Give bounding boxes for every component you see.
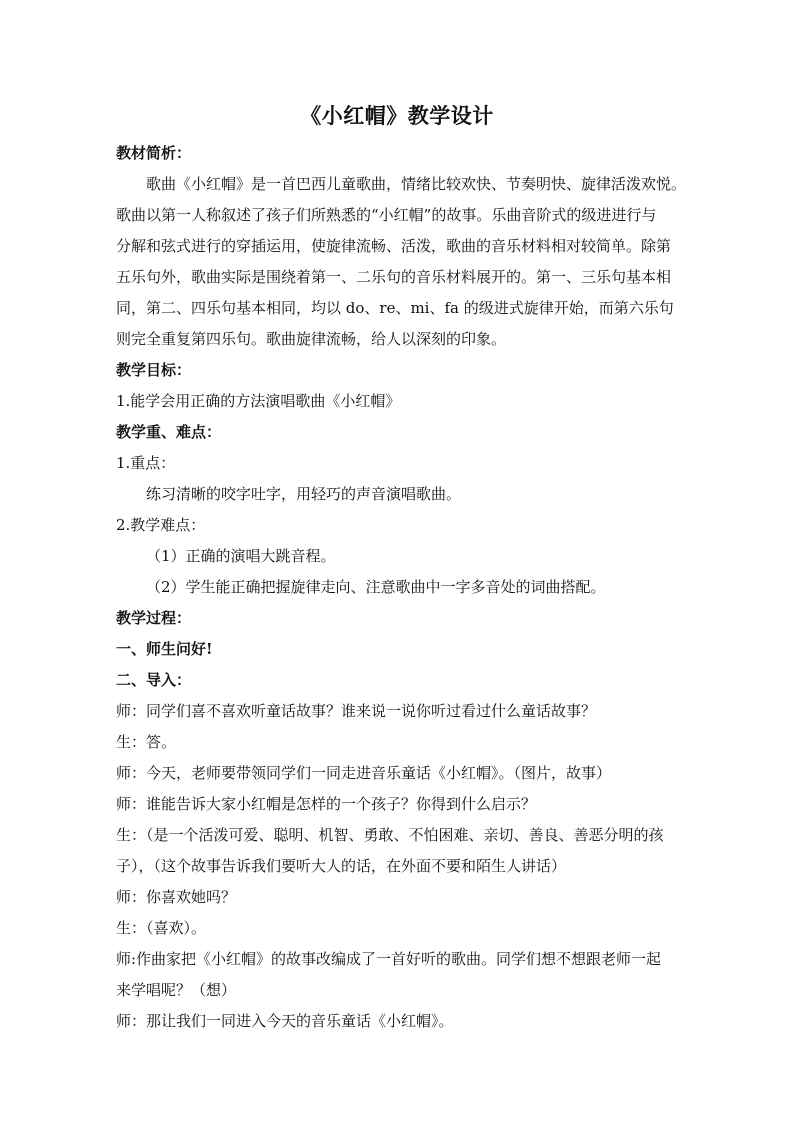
dialogue-line: 师：那让我们一同进入今天的音乐童话《小红帽》。 <box>116 1012 454 1030</box>
list-item: 2.教学难点： <box>116 516 206 534</box>
dialogue-line: 师:作曲家把《小红帽》的故事改编成了一首好听的歌曲。同学们想不想跟老师一起 <box>116 950 662 968</box>
dialogue-line: 师：同学们喜不喜欢听童话故事？谁来说一说你听过看过什么童话故事？ <box>116 702 597 720</box>
section-heading-key-difficult-points: 教学重、难点： <box>116 423 222 441</box>
dialogue-line: 生：（是一个活泼可爱、聪明、机智、勇敢、不怕困难、亲切、善良、善恶分明的孩 <box>116 826 664 844</box>
subsection-heading: 一、师生问好! <box>116 640 213 658</box>
section-heading-teaching-goals: 教学目标： <box>116 361 192 379</box>
subsection-heading: 二、导入： <box>116 671 192 689</box>
paragraph-line: 练习清晰的咬字吐字，用轻巧的声音演唱歌曲。 <box>146 485 462 503</box>
paragraph-line: 则完全重复第四乐句。歌曲旋律流畅，给人以深刻的印象。 <box>116 330 507 348</box>
document-title: 《小红帽》教学设计 <box>300 103 494 128</box>
list-item: 1.能学会用正确的方法演唱歌曲《小红帽》 <box>116 392 401 410</box>
dialogue-line: 师：你喜欢她吗？ <box>116 888 237 906</box>
dialogue-line: 来学唱呢？（想） <box>116 981 237 999</box>
paragraph-line: 歌曲以第一人称叙述了孩子们所熟悉的“小红帽”的故事。乐曲音阶式的级进进行与 <box>116 206 657 224</box>
dialogue-line: 师：谁能告诉大家小红帽是怎样的一个孩子？你得到什么启示？ <box>116 795 537 813</box>
paragraph-line: 分解和弦式进行的穿插运用，使旋律流畅、活泼，歌曲的音乐材料相对较简单。除第 <box>116 237 672 255</box>
paragraph-line: 歌曲《小红帽》是一首巴西儿童歌曲，情绪比较欢快、节奏明快、旋律活泼欢悦。 <box>146 175 687 193</box>
section-heading-teaching-process: 教学过程： <box>116 609 192 627</box>
dialogue-line: 生：（喜欢）。 <box>116 919 207 937</box>
paragraph-line: 五乐句外，歌曲实际是围绕着第一、二乐句的音乐材料展开的。第一、三乐句基本相 <box>116 268 672 286</box>
dialogue-line: 生：答。 <box>116 733 177 751</box>
list-item: （2）学生能正确把握旋律走向、注意歌曲中一字多音处的词曲搭配。 <box>146 578 606 596</box>
section-heading-textbook-analysis: 教材简析： <box>116 144 192 162</box>
dialogue-line: 子），（这个故事告诉我们要听大人的话，在外面不要和陌生人讲话） <box>116 857 567 875</box>
paragraph-line: 同，第二、四乐句基本相同，均以 do、re、mi、fa 的级进式旋律开始，而第六乐句 <box>116 299 674 317</box>
list-item: 1.重点： <box>116 454 176 472</box>
list-item: （1）正确的演唱大跳音程。 <box>146 547 336 565</box>
dialogue-line: 师：今天，老师要带领同学们一同走进音乐童话《小红帽》。（图片，故事） <box>116 764 612 782</box>
